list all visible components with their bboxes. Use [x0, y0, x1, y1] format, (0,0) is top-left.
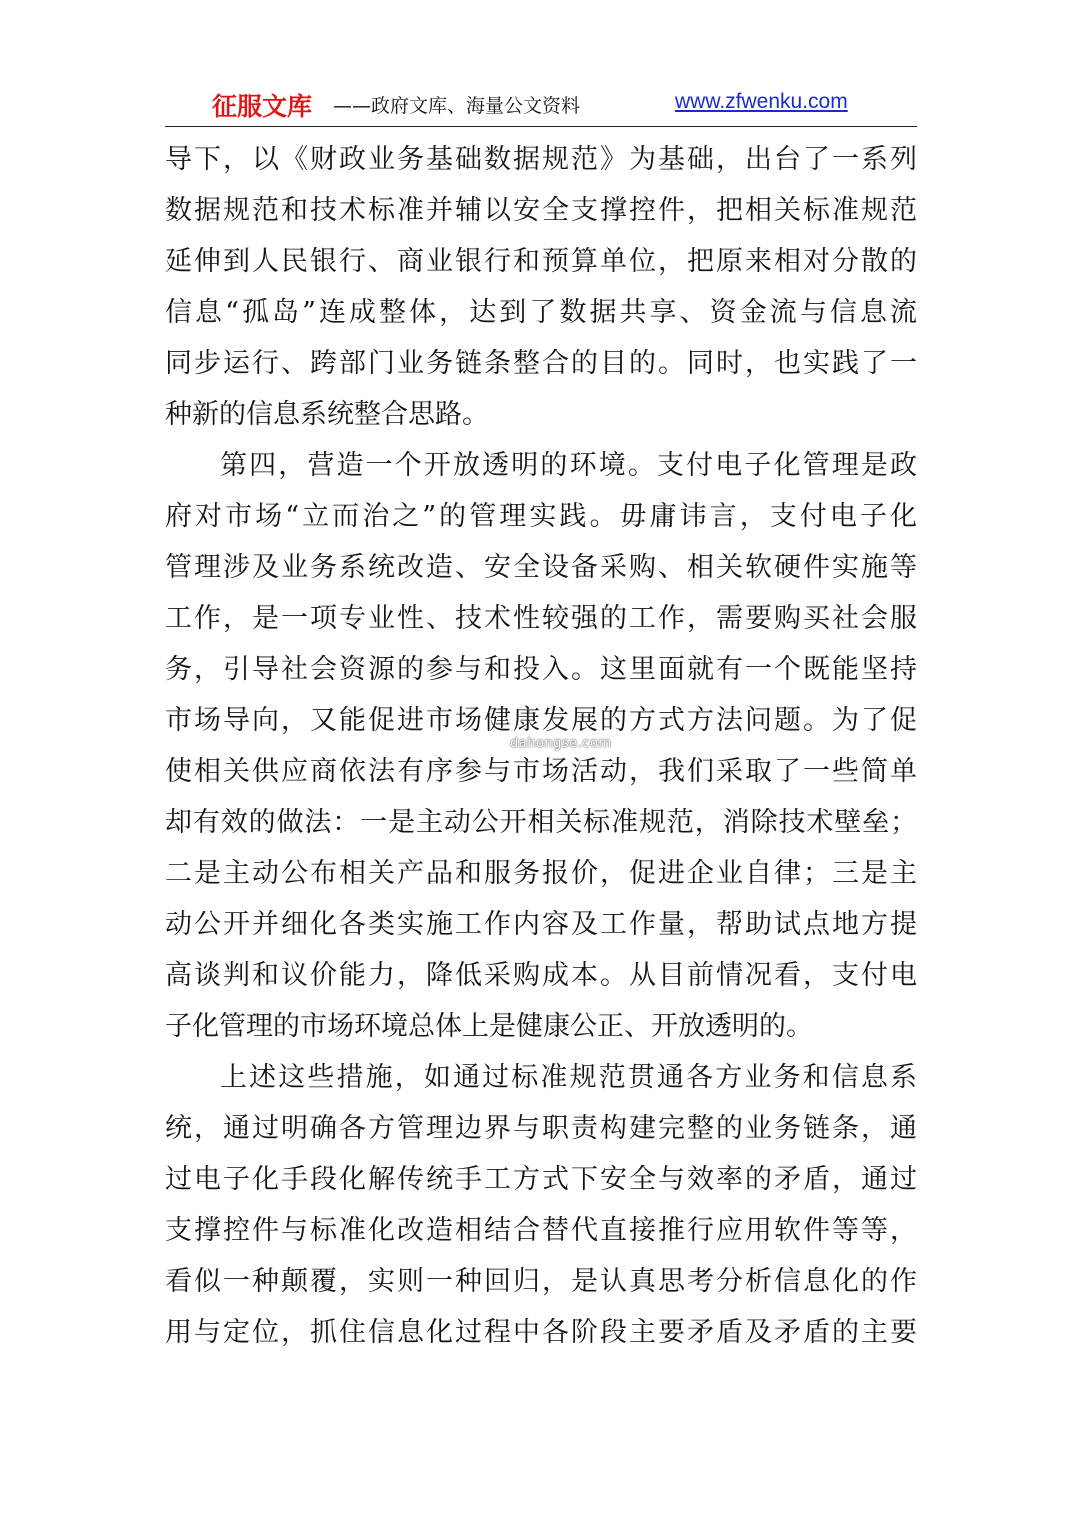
text-line: 统，通过明确各方管理边界与职责构建完整的业务链条，通 — [165, 1113, 917, 1144]
text-line: 高谈判和议价能力，降低采购成本。从目前情况看，支付电 — [165, 960, 917, 991]
text-line: 支撑控件与标准化改造相结合替代直接推行应用软件等等， — [165, 1215, 917, 1246]
text-line: 府对市场“立而治之”的管理实践。毋庸讳言，支付电子化 — [165, 501, 917, 532]
text-line: 子化管理的市场环境总体上是健康公正、开放透明的。 — [165, 1011, 813, 1042]
text-line: 市场导向，又能促进市场健康发展的方式方法问题。为了促 — [165, 705, 917, 736]
text-line: 二是主动公布相关产品和服务报价，促进企业自律；三是主 — [165, 858, 917, 889]
text-line: 却有效的做法：一是主动公开相关标准规范，消除技术壁垒； — [165, 807, 917, 838]
header-divider — [165, 126, 917, 127]
header-tagline: ——政府文库、海量公文资料 — [333, 95, 581, 117]
text-line: 务，引导社会资源的参与和投入。这里面就有一个既能坚持 — [165, 654, 917, 685]
text-line: 使相关供应商依法有序参与市场活动，我们采取了一些简单 — [165, 756, 917, 787]
text-line: 第四，营造一个开放透明的环境。支付电子化管理是政 — [220, 450, 917, 481]
page-header — [165, 84, 917, 124]
site-url-link[interactable]: www.zfwenku.com — [675, 90, 848, 113]
text-line: 种新的信息系统整合思路。 — [165, 399, 489, 430]
text-line: 管理涉及业务系统改造、安全设备采购、相关软硬件实施等 — [165, 552, 917, 583]
text-line: 信息“孤岛”连成整体，达到了数据共享、资金流与信息流 — [165, 297, 917, 328]
text-line: 上述这些措施，如通过标准规范贯通各方业务和信息系 — [220, 1062, 917, 1093]
text-line: 看似一种颠覆，实则一种回归，是认真思考分析信息化的作 — [165, 1266, 917, 1297]
text-line: 延伸到人民银行、商业银行和预算单位，把原来相对分散的 — [165, 246, 917, 277]
text-line: 动公开并细化各类实施工作内容及工作量，帮助试点地方提 — [165, 909, 917, 940]
text-line: 工作，是一项专业性、技术性较强的工作，需要购买社会服 — [165, 603, 917, 634]
text-line: 用与定位，抓住信息化过程中各阶段主要矛盾及矛盾的主要 — [165, 1317, 917, 1348]
watermark: dahongse.com — [510, 736, 612, 751]
text-line: 导下，以《财政业务基础数据规范》为基础，出台了一系列 — [165, 144, 917, 175]
brand-logo-text: 征服文库 — [212, 92, 313, 121]
text-line: 过电子化手段化解传统手工方式下安全与效率的矛盾，通过 — [165, 1164, 917, 1195]
text-line: 同步运行、跨部门业务链条整合的目的。同时，也实践了一 — [165, 348, 917, 379]
text-line: 数据规范和技术标准并辅以安全支撑控件，把相关标准规范 — [165, 195, 917, 226]
